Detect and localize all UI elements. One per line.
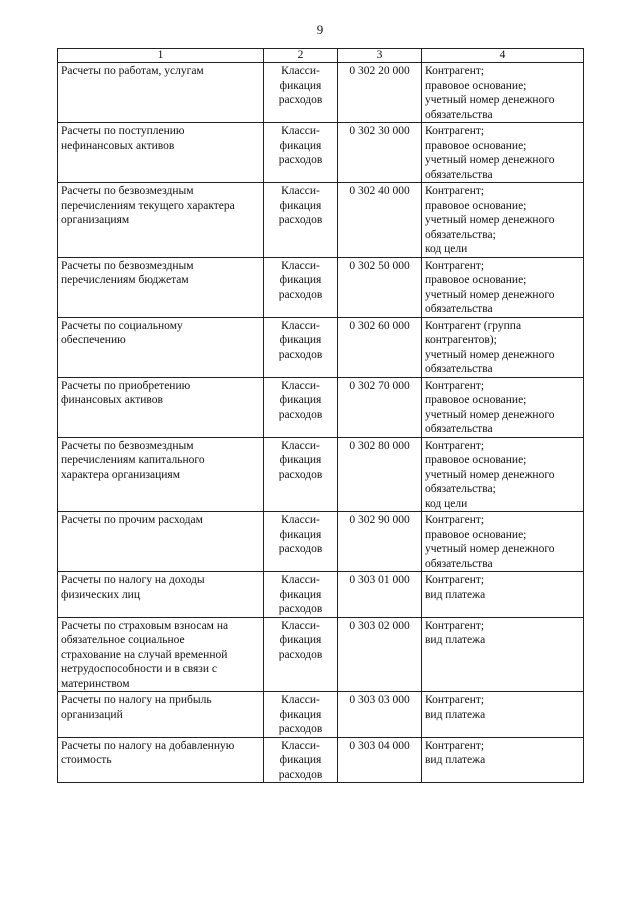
classification-cell [264, 257, 338, 317]
analytics-attributes-cell [422, 437, 584, 512]
classification-cell [264, 692, 338, 738]
analytics-attributes-cell [422, 123, 584, 183]
account-name-line: перечислениям бюджетам [61, 274, 189, 286]
account-code-cell: 0 302 90 000 [338, 512, 422, 572]
account-name-cell [58, 317, 264, 377]
classification-line: расходов [278, 154, 323, 166]
analytics-attributes-line: правовое основание; [425, 394, 527, 406]
account-name-cell [58, 617, 264, 692]
account-code-cell: 0 302 50 000 [338, 257, 422, 317]
account-name-cell [58, 183, 264, 258]
analytics-attributes-line: Контрагент; [425, 619, 485, 632]
classification-line: фикация [279, 139, 322, 152]
analytics-attributes-line: правовое основание; [425, 528, 527, 541]
account-name-line: характера организациям [61, 468, 181, 481]
account-name-cell [58, 692, 264, 738]
account-name-cell [58, 572, 264, 618]
analytics-attributes-line: Контрагент; [425, 439, 485, 452]
account-name-line: нетрудоспособности и в связи с [61, 663, 217, 675]
account-name-line: страхование на случай временной [61, 648, 228, 661]
account-code-cell: 0 302 20 000 [338, 63, 422, 123]
classification-cell [264, 183, 338, 258]
account-name-line: Расчеты по безвозмездным [61, 259, 194, 272]
table-row [58, 63, 584, 123]
account-name-cell [58, 437, 264, 512]
account-code-cell: 0 302 40 000 [338, 183, 422, 258]
classification-line: Класси- [281, 694, 320, 706]
classification-cell [264, 437, 338, 512]
analytics-attributes-line: учетный номер денежного [425, 288, 555, 301]
classification-line: расходов [278, 768, 323, 781]
analytics-attributes-line: правовое основание; [425, 274, 527, 286]
account-name-line: Расчеты по страховым взносам на [61, 619, 229, 632]
table-row [58, 183, 584, 258]
classification-line: расходов [278, 723, 323, 735]
account-name-line: Расчеты по поступлению [61, 125, 185, 137]
classification-cell [264, 63, 338, 123]
header-col-4: 4 [422, 49, 584, 63]
account-name-line: перечислениям капитального [61, 454, 205, 466]
analytics-attributes-line: вид платежа [425, 588, 486, 601]
analytics-attributes-line: правовое основание; [425, 79, 527, 92]
account-name-line: стоимость [61, 754, 112, 766]
account-name-line: Расчеты по приобретению [61, 379, 191, 392]
classification-line: фикация [279, 708, 322, 721]
table-row [58, 257, 584, 317]
account-code-cell: 0 302 70 000 [338, 377, 422, 437]
table-row [58, 437, 584, 512]
analytics-attributes-line: учетный номер денежного [425, 408, 555, 421]
classification-line: фикация [279, 274, 322, 286]
analytics-attributes-line: обязательства [425, 363, 493, 375]
analytics-attributes-line: код цели [425, 243, 468, 255]
analytics-attributes-line: обязательства; [425, 228, 496, 241]
table-row [58, 123, 584, 183]
classification-line: фикация [279, 528, 322, 541]
table-row [58, 737, 584, 783]
analytics-attributes-line: Контрагент; [425, 739, 485, 752]
table-row [58, 377, 584, 437]
account-name-line: Расчеты по работам, услугам [61, 65, 204, 77]
table-row [58, 317, 584, 377]
analytics-attributes-line: код цели [425, 497, 468, 510]
account-code-cell: 0 303 03 000 [338, 692, 422, 738]
header-col-2: 2 [264, 49, 338, 63]
analytics-attributes-cell [422, 377, 584, 437]
classification-line: фикация [279, 394, 322, 406]
analytics-attributes-cell [422, 692, 584, 738]
account-name-cell [58, 377, 264, 437]
account-name-line: финансовых активов [61, 394, 163, 406]
table-body [58, 63, 584, 783]
classification-line: расходов [278, 468, 323, 481]
classification-line: расходов [278, 214, 323, 226]
analytics-attributes-cell [422, 512, 584, 572]
analytics-attributes-line: Контрагент (группа [425, 319, 522, 332]
header-row [58, 49, 584, 63]
analytics-attributes-cell [422, 183, 584, 258]
page-number: 9 [316, 22, 324, 37]
account-name-line: физических лиц [61, 588, 140, 601]
analytics-attributes-line: Контрагент; [425, 125, 485, 137]
analytics-attributes-line: обязательства [425, 557, 493, 570]
analytics-attributes-cell [422, 63, 584, 123]
analytics-attributes-line: вид платежа [425, 634, 486, 646]
classification-line: Класси- [281, 514, 320, 526]
analytics-attributes-line: обязательства [425, 423, 493, 435]
account-name-line: Расчеты по социальному [61, 319, 183, 332]
analytics-attributes-line: обязательства; [425, 483, 496, 495]
account-name-line: нефинансовых активов [61, 139, 175, 152]
header-col-3: 3 [338, 49, 422, 63]
analytics-attributes-line: Контрагент; [425, 694, 485, 706]
analytics-attributes-line: обязательства [425, 303, 493, 315]
analytics-attributes-line: вид платежа [425, 754, 486, 766]
analytics-attributes-cell [422, 737, 584, 783]
classification-cell [264, 617, 338, 692]
classification-cell [264, 512, 338, 572]
accounts-table [57, 48, 584, 783]
account-name-line: организациям [61, 214, 130, 226]
account-name-cell [58, 257, 264, 317]
account-name-line: перечислениям текущего характера [61, 199, 235, 212]
classification-line: фикация [279, 754, 322, 766]
table-row [58, 617, 584, 692]
classification-line: Класси- [281, 185, 320, 197]
analytics-attributes-line: обязательства [425, 168, 493, 181]
analytics-attributes-line: учетный номер денежного [425, 468, 555, 481]
account-name-line: Расчеты по безвозмездным [61, 185, 194, 197]
analytics-attributes-line: Контрагент; [425, 574, 485, 586]
analytics-attributes-line: правовое основание; [425, 454, 527, 466]
account-code-cell: 0 303 02 000 [338, 617, 422, 692]
analytics-attributes-line: учетный номер денежного [425, 214, 555, 226]
account-code-cell: 0 302 60 000 [338, 317, 422, 377]
classification-line: фикация [279, 199, 322, 212]
classification-line: Класси- [281, 319, 320, 332]
account-name-line: обеспечению [61, 334, 126, 346]
analytics-attributes-line: учетный номер денежного [425, 543, 555, 555]
classification-line: фикация [279, 634, 322, 646]
classification-line: фикация [279, 588, 322, 601]
analytics-attributes-line: учетный номер денежного [425, 94, 555, 106]
analytics-attributes-line: контрагентов); [425, 334, 497, 346]
classification-line: Класси- [281, 439, 320, 452]
classification-line: Класси- [281, 574, 320, 586]
classification-cell [264, 317, 338, 377]
analytics-attributes-cell [422, 572, 584, 618]
account-name-cell [58, 512, 264, 572]
account-name-line: материнством [61, 677, 130, 690]
account-code-cell: 0 303 01 000 [338, 572, 422, 618]
analytics-attributes-line: вид платежа [425, 708, 486, 721]
account-name-line: обязательное социальное [61, 634, 185, 646]
analytics-attributes-cell [422, 257, 584, 317]
classification-line: расходов [278, 408, 323, 421]
analytics-attributes-line: учетный номер денежного [425, 154, 555, 166]
account-name-line: Расчеты по безвозмездным [61, 439, 194, 452]
classification-cell [264, 572, 338, 618]
analytics-attributes-line: учетный номер денежного [425, 348, 555, 361]
account-name-cell [58, 123, 264, 183]
header-col-1: 1 [58, 49, 264, 63]
analytics-attributes-cell [422, 317, 584, 377]
account-code-cell: 0 302 30 000 [338, 123, 422, 183]
classification-line: расходов [278, 543, 323, 555]
classification-line: расходов [278, 94, 323, 106]
classification-cell [264, 123, 338, 183]
analytics-attributes-line: Контрагент; [425, 185, 485, 197]
analytics-attributes-line: Контрагент; [425, 379, 485, 392]
classification-line: расходов [278, 288, 323, 301]
classification-line: фикация [279, 334, 322, 346]
analytics-attributes-line: правовое основание; [425, 199, 527, 212]
account-code-cell: 0 303 04 000 [338, 737, 422, 783]
classification-line: Класси- [281, 379, 320, 392]
account-name-cell [58, 63, 264, 123]
classification-cell [264, 737, 338, 783]
classification-line: расходов [278, 348, 323, 361]
table-row [58, 692, 584, 738]
account-name-line: организаций [61, 708, 123, 721]
classification-line: расходов [278, 648, 323, 661]
classification-line: расходов [278, 603, 323, 615]
account-name-line: Расчеты по налогу на прибыль [61, 694, 212, 706]
analytics-attributes-line: Контрагент; [425, 514, 485, 526]
classification-cell [264, 377, 338, 437]
classification-line: Класси- [281, 125, 320, 137]
classification-line: фикация [279, 79, 322, 92]
table-row [58, 572, 584, 618]
classification-line: Класси- [281, 259, 320, 272]
account-code-cell: 0 302 80 000 [338, 437, 422, 512]
account-name-line: Расчеты по налогу на добавленную [61, 739, 235, 752]
classification-line: Класси- [281, 65, 320, 77]
analytics-attributes-line: правовое основание; [425, 139, 527, 152]
analytics-attributes-line: Контрагент; [425, 65, 485, 77]
analytics-attributes-line: Контрагент; [425, 259, 485, 272]
analytics-attributes-line: обязательства [425, 108, 493, 121]
analytics-attributes-cell [422, 617, 584, 692]
classification-line: Класси- [281, 739, 320, 752]
account-name-line: Расчеты по прочим расходам [61, 514, 203, 526]
account-name-cell [58, 737, 264, 783]
account-name-line: Расчеты по налогу на доходы [61, 574, 205, 586]
table-row [58, 512, 584, 572]
classification-line: Класси- [281, 619, 320, 632]
classification-line: фикация [279, 454, 322, 466]
